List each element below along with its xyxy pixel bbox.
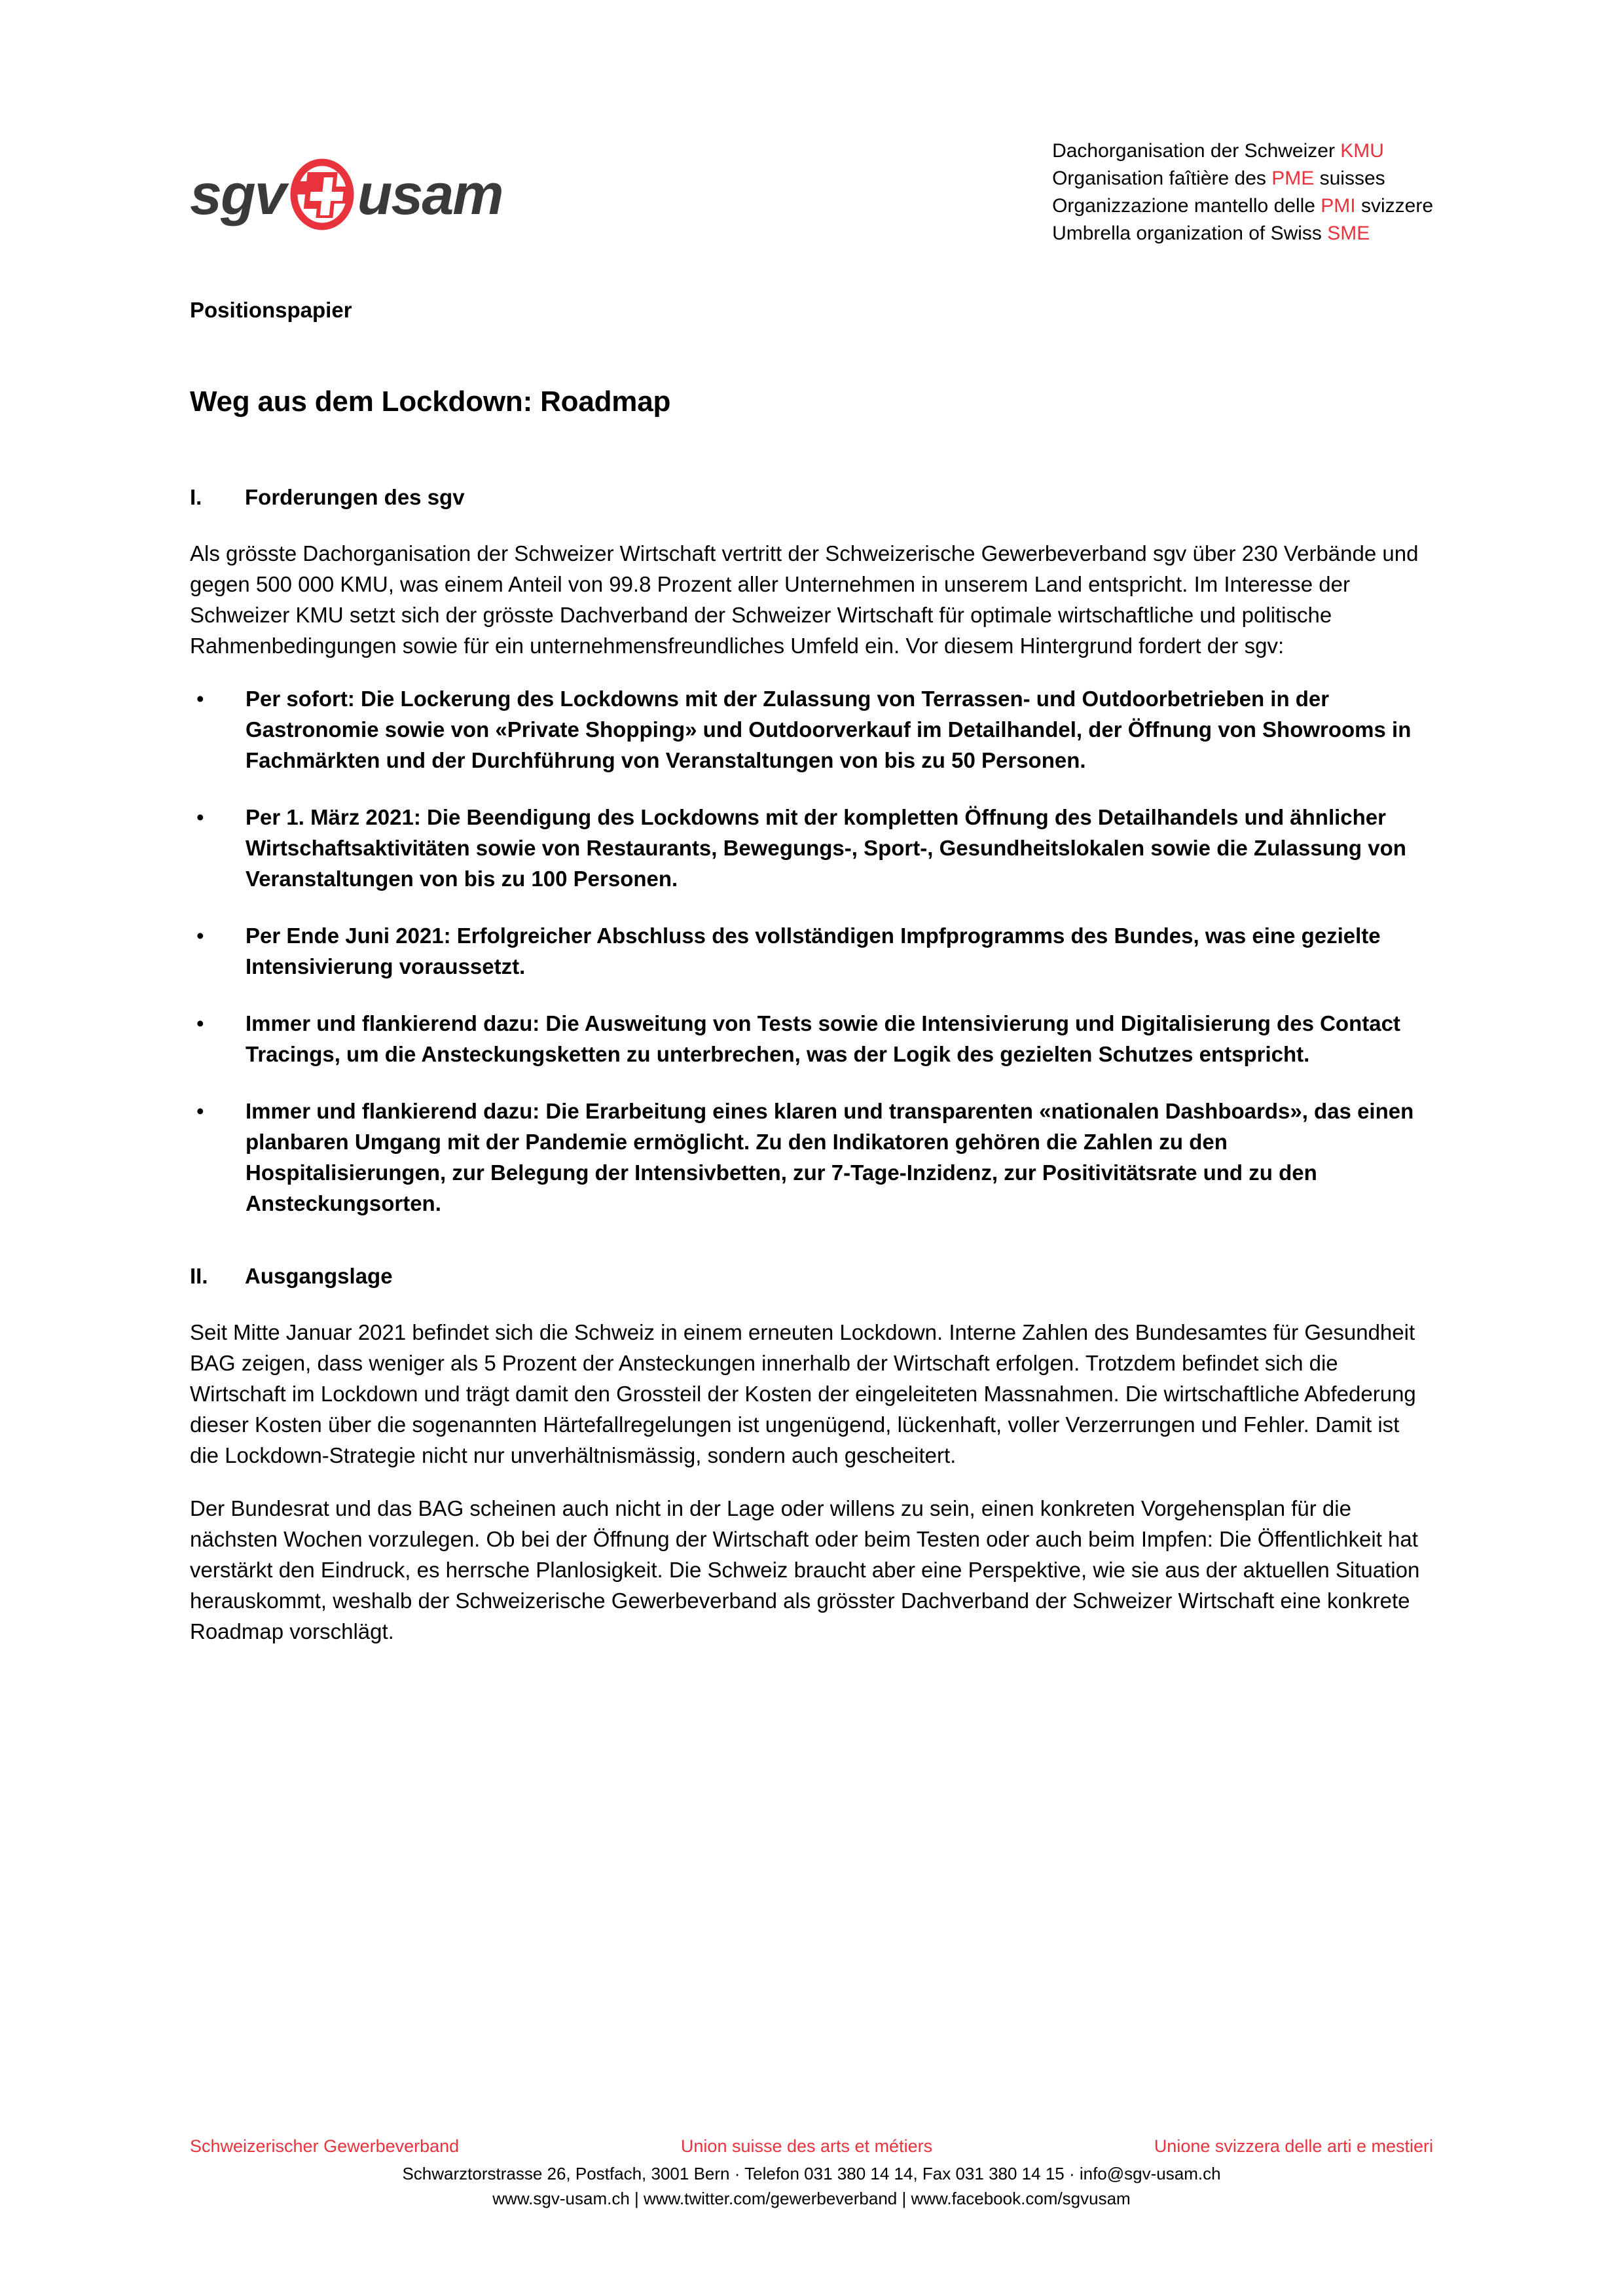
- document-body: [190, 296, 1434, 1647]
- tagline-fr: Organisation faîtière des PME suisses: [1052, 168, 1385, 189]
- footer-organization-names: [190, 2134, 1433, 2159]
- acronym-sme: SME: [1327, 223, 1370, 244]
- section-two-label: Ausgangslage: [245, 1264, 393, 1288]
- list-item: • Immer und flankierend dazu: Die Ausweitung von Tests sowie die Intensivierung und Digitalisierung des Contact Tracings, um die Ansteckungsketten zu unterbrechen, was der Logik des gezielten Schutzes entspricht.: [190, 1008, 1434, 1069]
- list-item: • Per Ende Juni 2021: Erfolgreicher Abschluss des vollständigen Impfprogramms des Bundes, was eine gezielte Intensivierung voraussetzt.: [190, 920, 1434, 982]
- page-title: Weg aus dem Lockdown: Roadmap: [190, 386, 671, 418]
- swiss-cross-emblem-icon: [288, 158, 356, 231]
- section-one-number: I.: [190, 485, 202, 509]
- organization-taglines: [1052, 137, 1433, 247]
- tagline-en: Umbrella organization of Swiss SME: [1052, 223, 1370, 244]
- footer-links-line: www.sgv-usam.ch | www.twitter.com/gewerbeverband | www.facebook.com/sgvusam: [492, 2189, 1131, 2208]
- demands-list: [190, 683, 1434, 1219]
- list-item: • Immer und flankierend dazu: Die Erarbeitung eines klaren und transparenten «nationalen Dashboards», das einen planbaren Umgang mit der Pandemie ermöglicht. Zu den Indikatoren gehören die Zahlen zu den Hospitalisierungen, zur Belegung der Intensivbetten, zur 7-Tage-Inzidenz, zur Positivitätsrate und zu den Ansteckungsorten.: [190, 1096, 1434, 1219]
- acronym-kmu: KMU: [1340, 140, 1384, 162]
- acronym-pme: PME: [1271, 168, 1315, 189]
- footer-address-line: Schwarztorstrasse 26, Postfach, 3001 Bern · Telefon 031 380 14 14, Fax 031 380 14 15 · info@sgv-usam.ch: [402, 2164, 1221, 2183]
- section-two-paragraph-1: Seit Mitte Januar 2021 befindet sich die Schweiz in einem erneuten Lockdown. Interne Zahlen des Bundesamtes für Gesundheit BAG zeigen, dass weniger als 5 Prozent der Ansteckungen innerhalb der Wirtschaft erfolgen. Trotzdem befindet sich die Wirtschaft im Lockdown und trägt damit den Grossteil der Kosten der eingeleiteten Massnahmen. Die wirtschaftliche Abfederung dieser Kosten über die sogenannten Härtefallregelungen ist ungenügend, lückenhaft, voller Verzerrungen und Fehler. Damit ist die Lockdown-Strategie nicht nur unverhältnismässig, sondern auch gescheitert.: [190, 1320, 1416, 1467]
- acronym-pmi: PMI: [1321, 195, 1356, 217]
- section-heading-two: [190, 1262, 1434, 1291]
- footer-org-fr: Union suisse des arts et métiers: [680, 2136, 933, 2156]
- tagline-it: Organizzazione mantello delle PMI svizzere: [1052, 195, 1433, 217]
- page-header: [190, 137, 1433, 275]
- logo-word-sgv: sgv: [190, 162, 285, 226]
- list-item: • Per 1. März 2021: Die Beendigung des Lockdowns mit der kompletten Öffnung des Detailhandels und ähnlicher Wirtschaftsaktivitäten sowie von Restaurants, Bewegungs-, Sport-, Gesundheitslokalen sowie die Zulassung von Veranstaltungen von bis zu 100 Personen.: [190, 802, 1434, 894]
- section-one-intro: Als grösste Dachorganisation der Schweizer Wirtschaft vertritt der Schweizerische Gewerbeverband sgv über 230 Verbände und gegen 500 000 KMU, was einem Anteil von 99.8 Prozent aller Unternehmen in unserem Land entspricht. Im Interesse der Schweizer KMU setzt sich der grösste Dachverband der Schweizer Wirtschaft für optimale wirtschaftliche und politische Rahmenbedingungen sowie für ein unternehmensfreundliches Umfeld ein. Vor diesem Hintergrund fordert der sgv:: [190, 541, 1419, 658]
- sgv-usam-logo: [190, 156, 503, 233]
- section-two-paragraph-2: Der Bundesrat und das BAG scheinen auch nicht in der Lage oder willens zu sein, einen konkreten Vorgehensplan für die nächsten Wochen vorzulegen. Ob bei der Öffnung der Wirtschaft oder beim Testen oder auch beim Impfen: Die Öffentlichkeit hat verstärkt den Eindruck, es herrsche Planlosigkeit. Die Schweiz braucht aber eine Perspektive, wie sie aus der aktuellen Situation herauskommt, weshalb der Schweizerische Gewerbeverband als grösster Dachverband der Schweizer Wirtschaft eine konkrete Roadmap vorschlägt.: [190, 1496, 1420, 1643]
- tagline-de: Dachorganisation der Schweizer KMU: [1052, 140, 1384, 162]
- footer-org-it: Unione svizzera delle arti e mestieri: [1154, 2136, 1433, 2156]
- list-item: • Per sofort: Die Lockerung des Lockdowns mit der Zulassung von Terrassen- und Outdoorbetrieben in der Gastronomie sowie von «Private Shopping» und Outdoorverkauf im Detailhandel, der Öffnung von Showrooms in Fachmärkten und der Durchführung von Veranstaltungen von bis zu 50 Personen.: [190, 683, 1434, 776]
- section-one-label: Forderungen des sgv: [245, 485, 465, 509]
- section-heading-one: [190, 483, 1434, 512]
- logo-word-usam: usam: [357, 162, 503, 226]
- footer-org-de: Schweizerischer Gewerbeverband: [190, 2136, 460, 2156]
- page-footer: [190, 2134, 1433, 2211]
- document-type-label: Positionspapier: [190, 298, 352, 322]
- section-spacer: [190, 1219, 1434, 1262]
- section-two-number: II.: [190, 1264, 208, 1288]
